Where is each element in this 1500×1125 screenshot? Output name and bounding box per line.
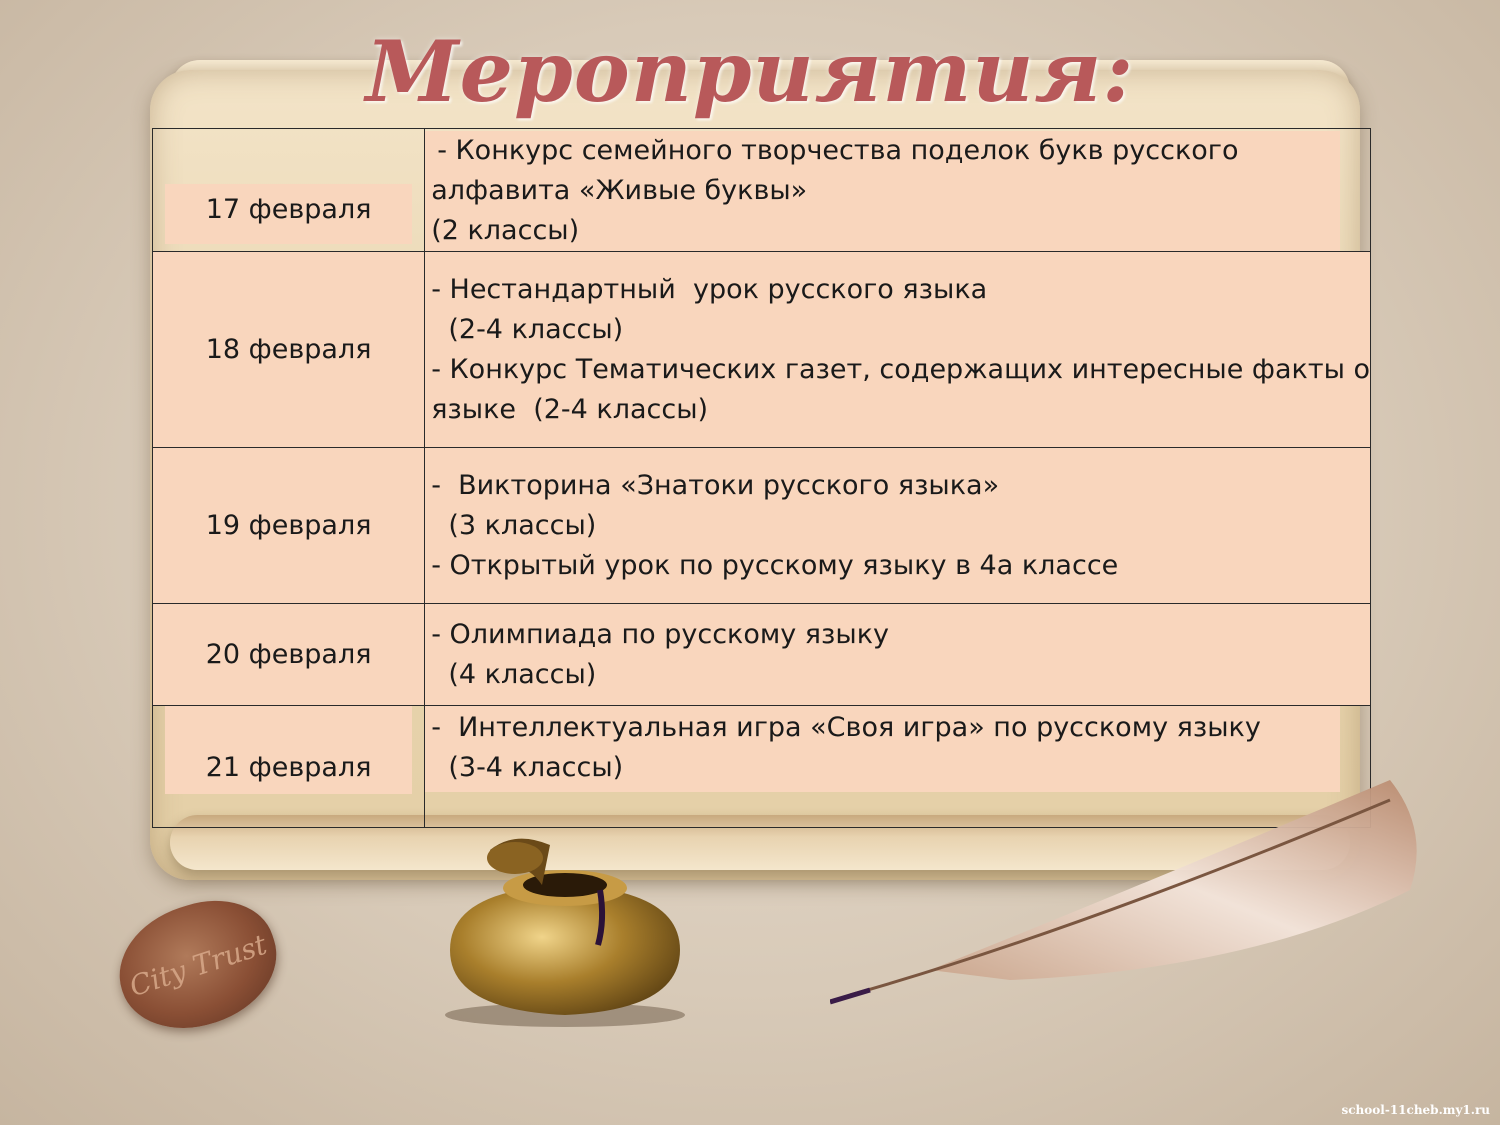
- description-line: - Интеллектуальная игра «Своя игра» по русскому языку: [431, 712, 1261, 743]
- page-title: Мероприятия:: [365, 22, 1135, 121]
- description-line: (4 классы): [431, 658, 597, 690]
- quill-feather-icon: [830, 770, 1480, 1010]
- description-line: - Нестандартный урок русского языка: [431, 273, 988, 305]
- table-row: [153, 129, 1371, 252]
- description-line: (2 классы): [431, 215, 580, 246]
- description-line: языке (2-4 классы): [431, 393, 709, 425]
- events-table: [152, 128, 1371, 828]
- description-line: (3 классы): [431, 509, 597, 541]
- description-line: - Конкурс Тематических газет, содержащих интересные факты о: [431, 353, 1370, 385]
- wax-seal-icon: [103, 883, 292, 1047]
- table-row: [153, 448, 1371, 604]
- site-watermark: school-11cheb.my1.ru: [1341, 1103, 1490, 1117]
- description-line: - Олимпиада по русскому языку: [431, 618, 890, 650]
- description-cell: [425, 252, 1371, 448]
- seal-text: City Trust: [125, 927, 271, 1003]
- description-line: (3-4 классы): [431, 752, 624, 783]
- description-line: (2-4 классы): [431, 313, 624, 345]
- date-cell: [153, 706, 425, 828]
- description-line: - Открытый урок по русскому языку в 4а классе: [431, 549, 1119, 581]
- date-cell: [153, 252, 425, 448]
- description-line: алфавита «Живые буквы»: [431, 175, 808, 206]
- date-cell: [153, 604, 425, 706]
- date-cell: [153, 448, 425, 604]
- description-cell: [425, 129, 1371, 252]
- table-row: [153, 252, 1371, 448]
- date-label: 20 февраля: [205, 638, 372, 670]
- description-line: - Конкурс семейного творчества поделок букв русского: [437, 135, 1239, 166]
- description-cell: [425, 448, 1371, 604]
- table-row: [153, 604, 1371, 706]
- description-line: - Викторина «Знатоки русского языка»: [431, 469, 1000, 501]
- date-label: 21 февраля: [205, 752, 372, 783]
- inkwell-icon: [430, 830, 700, 1030]
- description-cell: [425, 604, 1371, 706]
- date-cell: [153, 129, 425, 252]
- date-label: 17 февраля: [205, 194, 372, 225]
- date-label: 19 февраля: [205, 509, 372, 541]
- date-label: 18 февраля: [205, 333, 372, 365]
